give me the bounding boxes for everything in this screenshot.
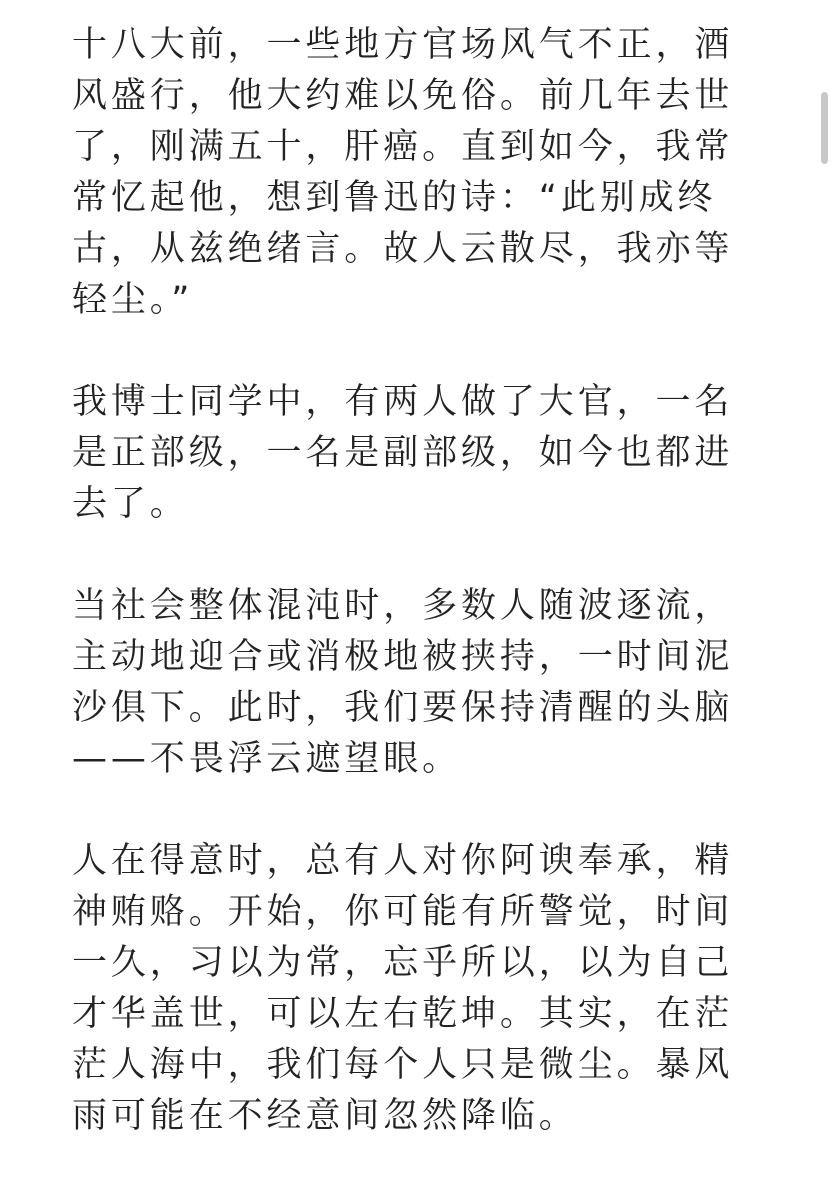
text-line: 是正部级，一名是副部级，如今也都进 — [72, 433, 734, 473]
text-line: 雨可能在不经意间忽然降临。 — [72, 1096, 578, 1136]
text-line: 轻尘。” — [72, 280, 194, 320]
text-line: 了，刚满五十，肝癌。直到如今，我常 — [72, 127, 734, 167]
text-line: 主动地迎合或消极地被挟持，一时间泥 — [72, 637, 734, 677]
paragraph-4 — [72, 836, 762, 1142]
text-line: 沙俱下。此时，我们要保持清醒的头脑 — [72, 688, 734, 728]
text-line: 我博士同学中，有两人做了大官，一名 — [72, 382, 734, 422]
text-line: 十八大前，一些地方官场风气不正，酒 — [72, 25, 734, 65]
paragraph-3 — [72, 581, 762, 785]
text-line: 一久，习以为常，忘乎所以，以为自己 — [72, 943, 734, 983]
scrollbar-thumb[interactable] — [821, 92, 828, 164]
text-line: 古，从兹绝绪言。故人云散尽，我亦等 — [72, 229, 734, 269]
text-line: 风盛行，他大约难以免俗。前几年去世 — [72, 76, 734, 116]
paragraph-2 — [72, 377, 762, 530]
paragraph-1 — [72, 20, 762, 326]
text-line: 常忆起他，想到鲁迅的诗：“此别成终 — [72, 178, 717, 218]
text-line: ——不畏浮云遮望眼。 — [72, 739, 462, 779]
text-line: 去了。 — [72, 484, 189, 524]
text-line: 茫人海中，我们每个人只是微尘。暴风 — [72, 1045, 734, 1085]
article-body — [72, 20, 762, 1193]
text-line: 才华盖世，可以左右乾坤。其实，在茫 — [72, 994, 734, 1034]
text-line: 神贿赂。开始，你可能有所警觉，时间 — [72, 892, 734, 932]
text-line: 当社会整体混沌时，多数人随波逐流， — [72, 586, 734, 626]
text-line: 人在得意时，总有人对你阿谀奉承，精 — [72, 841, 734, 881]
